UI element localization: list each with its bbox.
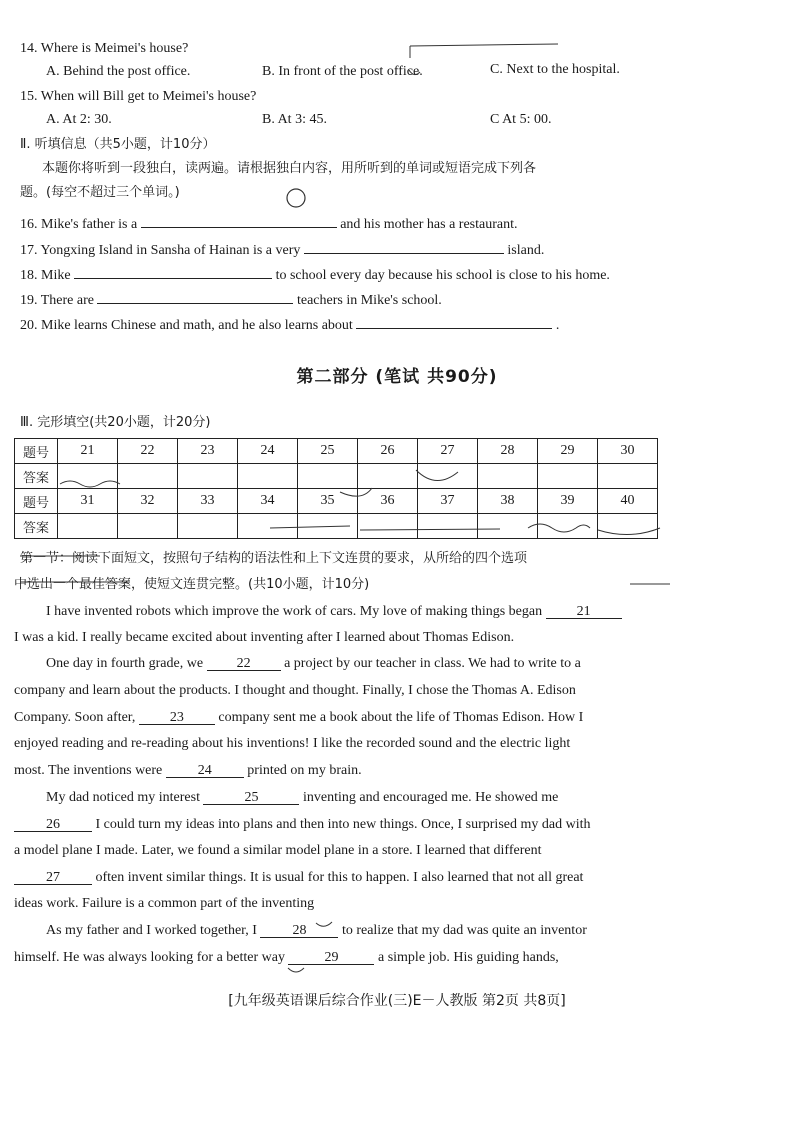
answer-cell[interactable] (178, 514, 238, 539)
section-2-instructions-line1: 本题你将听到一段独白，读两遍。请根据独白内容，用所听到的单词或短语完成下列各 (42, 161, 537, 176)
section-2-title: Ⅱ. 听填信息（共5小题，计10分） (20, 137, 216, 152)
passage-line: 27 often invent similar things. It is usual for this to happen. I also learned that not all great (14, 869, 583, 887)
cell-number: 24 (238, 439, 298, 464)
cell-number: 22 (118, 439, 178, 464)
answer-cell[interactable] (238, 464, 298, 489)
section-2-instructions-line2: 题。(每空不超过三个单词。) (20, 185, 180, 200)
q15-option-b[interactable]: B. At 3: 45. (262, 112, 327, 127)
answer-cell[interactable] (598, 464, 658, 489)
answer-cell[interactable] (298, 464, 358, 489)
question-20: 20. Mike learns Chinese and math, and he also learns about . (20, 313, 559, 335)
blank-23[interactable]: 23 (139, 709, 215, 725)
question-14: 14. Where is Meimei's house? (20, 41, 189, 56)
cell-number: 25 (298, 439, 358, 464)
answer-table-answer-row-2 (15, 514, 658, 539)
answer-cell[interactable] (418, 464, 478, 489)
answer-table-number-row-1 (15, 439, 658, 464)
label-question-number: 题号 (15, 489, 58, 514)
blank-22[interactable]: 22 (207, 655, 281, 671)
answer-cell[interactable] (298, 514, 358, 539)
cell-number: 27 (418, 439, 478, 464)
blank-26[interactable]: 26 (14, 816, 92, 832)
passage-line: One day in fourth grade, we 22 a project by our teacher in class. We had to write to a (46, 656, 581, 671)
answer-table (14, 438, 658, 539)
question-15: 15. When will Bill get to Meimei's house? (20, 89, 257, 104)
cell-number: 28 (478, 439, 538, 464)
passage-line: I have invented robots which improve the work of cars. My love of making things began 21 (46, 603, 622, 621)
answer-cell[interactable] (598, 514, 658, 539)
question-19: 19. There are teachers in Mike's school. (20, 288, 442, 310)
answer-cell[interactable] (358, 514, 418, 539)
cloze-instructions-line2: 中选出一个最佳答案，使短文连贯完整。(共10小题，计10分) (14, 577, 370, 592)
cell-number: 29 (538, 439, 598, 464)
q16-answer-blank[interactable] (141, 212, 337, 228)
answer-cell[interactable] (118, 514, 178, 539)
answer-cell[interactable] (58, 464, 118, 489)
passage-line: 26 I could turn my ideas into plans and then into new things. Once, I surprised my dad with (14, 816, 590, 834)
label-answer: 答案 (15, 464, 58, 489)
blank-24[interactable]: 24 (166, 762, 244, 778)
cell-number: 35 (298, 489, 358, 514)
answer-cell[interactable] (538, 464, 598, 489)
cell-number: 37 (418, 489, 478, 514)
cell-number: 21 (58, 439, 118, 464)
q14-option-c[interactable]: C. Next to the hospital. (490, 62, 620, 77)
answer-table-answer-row-1 (15, 464, 658, 489)
cell-number: 23 (178, 439, 238, 464)
passage-line: As my father and I worked together, I 28 to realize that my dad was quite an inventor (46, 923, 587, 938)
q20-answer-blank[interactable] (356, 313, 552, 329)
passage-line: enjoyed reading and re-reading about his inventions! I like the recorded sound and the electric light (14, 736, 571, 751)
passage-line: a model plane I made. Later, we found a similar model plane in a store. I learned that different (14, 843, 542, 858)
blank-21[interactable]: 21 (546, 603, 622, 619)
blank-27[interactable]: 27 (14, 869, 92, 885)
passage-line: himself. He was always looking for a better way 29 a simple job. His guiding hands, (14, 950, 559, 965)
label-question-number: 题号 (15, 439, 58, 464)
cell-number: 34 (238, 489, 298, 514)
question-16: 16. Mike's father is a and his mother has a restaurant. (20, 212, 518, 234)
passage-line: company and learn about the products. I thought and thought. Finally, I chose the Thomas A. Edison (14, 683, 576, 698)
answer-cell[interactable] (238, 514, 298, 539)
part-2-title: 第二部分 (笔试 共90分) (296, 367, 498, 387)
q14-option-a[interactable]: A. Behind the post office. (46, 64, 191, 79)
answer-cell[interactable] (178, 464, 238, 489)
cell-number: 36 (358, 489, 418, 514)
cell-number: 31 (58, 489, 118, 514)
answer-cell[interactable] (118, 464, 178, 489)
passage-line: most. The inventions were 24 printed on my brain. (14, 763, 362, 778)
blank-25[interactable]: 25 (203, 789, 299, 805)
answer-cell[interactable] (358, 464, 418, 489)
cell-number: 38 (478, 489, 538, 514)
cell-number: 32 (118, 489, 178, 514)
label-answer: 答案 (15, 514, 58, 539)
q18-answer-blank[interactable] (74, 263, 272, 279)
answer-cell[interactable] (538, 514, 598, 539)
section-3-title: Ⅲ. 完形填空(共20小题，计20分) (20, 415, 211, 430)
answer-cell[interactable] (58, 514, 118, 539)
blank-28[interactable]: 28 (260, 922, 338, 938)
passage-line: ideas work. Failure is a common part of the inventing (14, 896, 315, 911)
q17-answer-blank[interactable] (304, 238, 504, 254)
cell-number: 33 (178, 489, 238, 514)
page-footer: [九年级英语课后综合作业(三)E－人教版 第2页 共8页] (228, 993, 566, 1009)
cloze-instructions-line1: 第一节：阅读下面短文，按照句子结构的语法性和上下文连贯的要求，从所给的四个选项 (20, 551, 528, 566)
q15-option-c[interactable]: C At 5: 00. (490, 112, 552, 127)
answer-cell[interactable] (478, 464, 538, 489)
q15-option-a[interactable]: A. At 2: 30. (46, 112, 112, 127)
passage-line: I was a kid. I really became excited about inventing after I learned about Thomas Edison. (14, 630, 515, 645)
question-18: 18. Mike to school every day because his school is close to his home. (20, 263, 610, 285)
q19-answer-blank[interactable] (97, 288, 293, 304)
q14-option-b[interactable]: B. In front of the post office. (262, 64, 423, 79)
answer-cell[interactable] (478, 514, 538, 539)
cell-number: 40 (598, 489, 658, 514)
question-17: 17. Yongxing Island in Sansha of Hainan is a very island. (20, 238, 544, 260)
passage-line: My dad noticed my interest 25 inventing and encouraged me. He showed me (46, 790, 559, 805)
answer-table-number-row-2 (15, 489, 658, 514)
cell-number: 30 (598, 439, 658, 464)
passage-line: Company. Soon after, 23 company sent me a book about the life of Thomas Edison. How I (14, 710, 584, 725)
blank-29[interactable]: 29 (288, 949, 374, 965)
cell-number: 39 (538, 489, 598, 514)
cell-number: 26 (358, 439, 418, 464)
answer-cell[interactable] (418, 514, 478, 539)
